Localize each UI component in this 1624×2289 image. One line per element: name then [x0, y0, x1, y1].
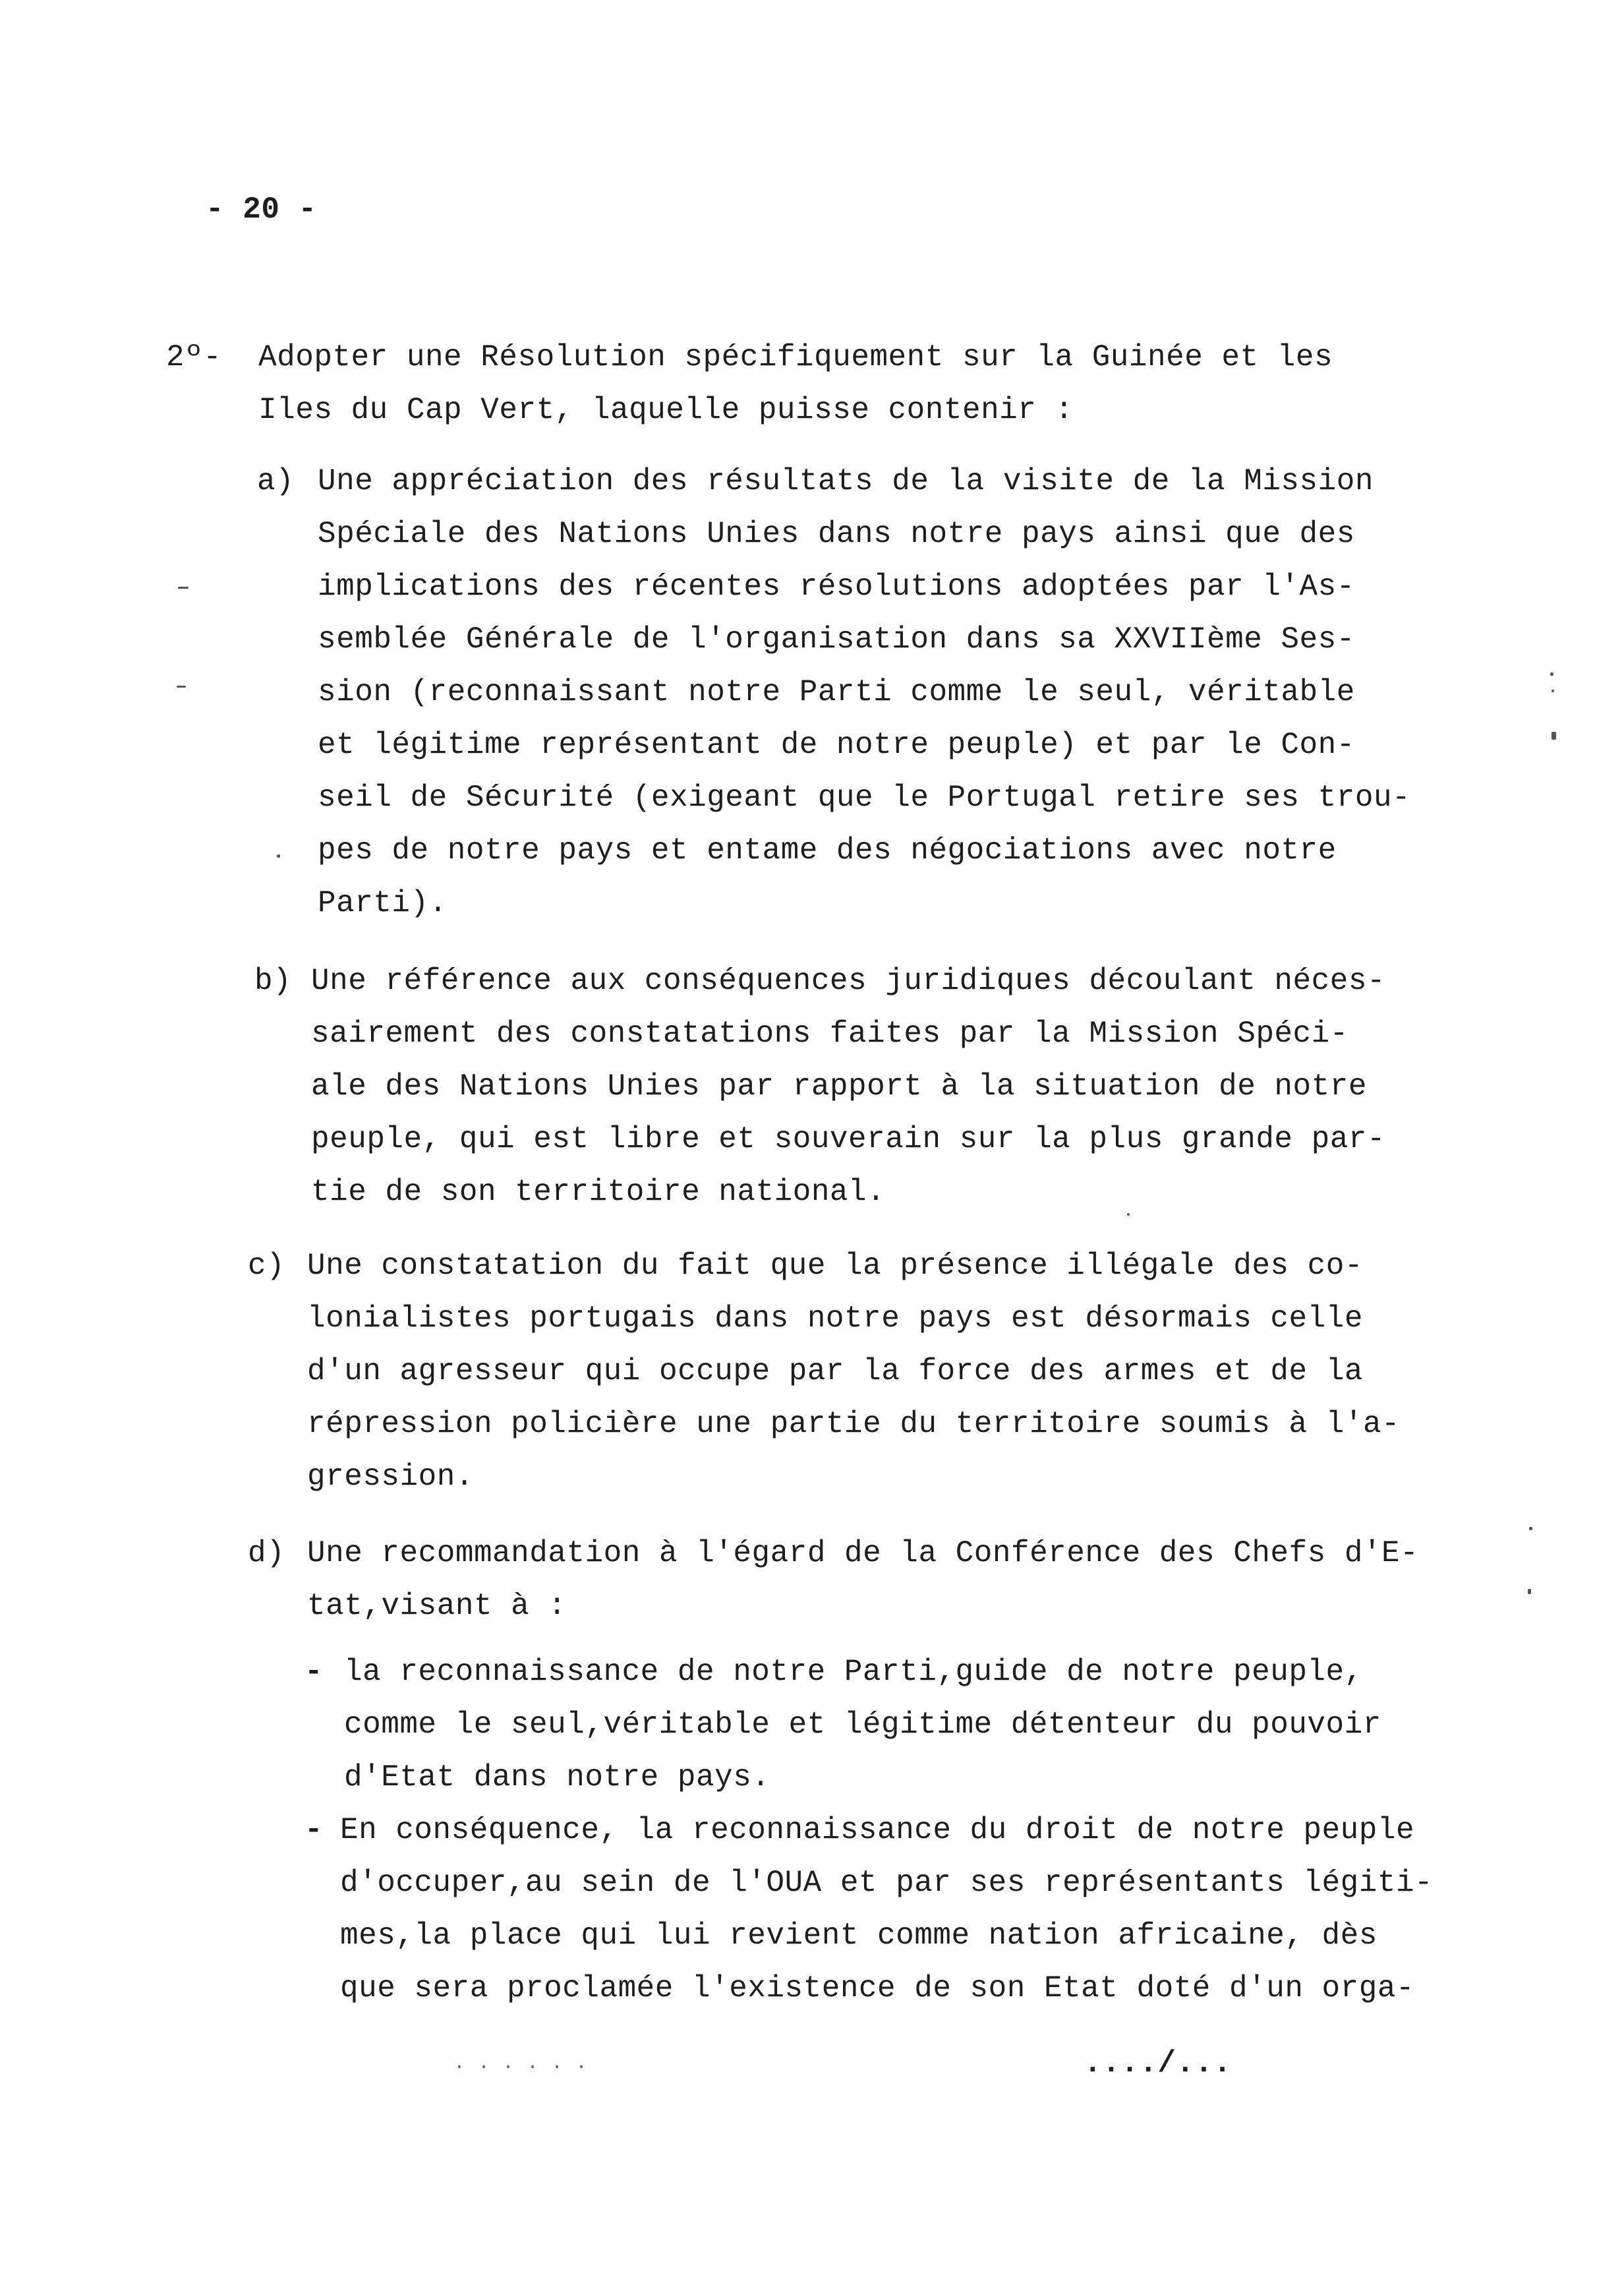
text-line: seil de Sécurité (exigeant que le Portugal retire ses trou- [318, 781, 1411, 815]
text-line: peuple, qui est libre et souverain sur la plus grande par- [311, 1122, 1386, 1156]
text-line: d'un agresseur qui occupe par la force des armes et de la [307, 1354, 1363, 1388]
scan-speck [177, 686, 186, 688]
text-line: ale des Nations Unies par rapport à la situation de notre [311, 1069, 1367, 1104]
item-d-dash-2 [340, 1804, 1433, 2015]
text-line: tat,visant à : [307, 1589, 567, 1623]
text-line: lonialistes portugais dans notre pays est désormais celle [307, 1301, 1363, 1336]
point-2-number: 2º- [166, 340, 222, 374]
text-line: d'occuper,au sein de l'OUA et par ses représentants légiti- [340, 1866, 1434, 1900]
text-line: Parti). [318, 886, 448, 920]
text-line: sion (reconnaissant notre Parti comme le seul, véritable [318, 675, 1355, 709]
dash-marker: - [304, 1655, 324, 1689]
point-2-text [258, 331, 1333, 436]
scan-speck [1529, 1527, 1532, 1530]
footer-dots: . . . . . . [453, 2052, 588, 2075]
text-line: Une appréciation des résultats de la visite de la Mission [318, 464, 1374, 498]
item-a-label: a) [257, 464, 295, 498]
scan-speck [1552, 732, 1556, 740]
text-line: En conséquence, la reconnaissance du droit de notre peuple [340, 1813, 1415, 1847]
text-line: Spéciale des Nations Unies dans notre pays ainsi que des [318, 517, 1355, 551]
text-line: mes,la place qui lui revient comme nation africaine, dès [340, 1918, 1378, 1953]
item-b-label: b) [254, 964, 292, 998]
text-line: Une constatation du fait que la présence illégale des co- [307, 1249, 1363, 1283]
dash-marker: - [304, 1813, 324, 1847]
text-line: sairement des constatations faites par la Mission Spéci- [311, 1017, 1348, 1051]
text-line: pes de notre pays et entame des négociations avec notre [318, 833, 1337, 868]
scan-speck [178, 587, 188, 589]
item-d-dash-1 [344, 1646, 1381, 1804]
text-line: implications des récentes résolutions adoptées par l'As- [318, 570, 1355, 604]
text-line: gression. [307, 1460, 474, 1494]
text-line: Adopter une Résolution spécifiquement sur la Guinée et les [258, 340, 1333, 374]
scan-speck [1552, 690, 1554, 692]
scan-speck [1127, 1213, 1130, 1216]
continuation-mark: ..../... [1084, 2046, 1232, 2081]
item-b-text [311, 955, 1385, 1218]
text-line: comme le seul,véritable et légitime détenteur du pouvoir [344, 1708, 1381, 1742]
scan-speck [277, 854, 280, 858]
scan-speck [1528, 1589, 1531, 1594]
text-line: semblée Générale de l'organisation dans sa XXVIIème Ses- [318, 622, 1355, 657]
item-c-text [307, 1239, 1400, 1503]
text-line: et légitime représentant de notre peuple) et par le Con- [318, 728, 1355, 762]
item-c-label: c) [248, 1249, 285, 1283]
text-line: tie de son territoire national. [311, 1175, 886, 1209]
text-line: Une recommandation à l'égard de la Conférence des Chefs d'E- [307, 1536, 1419, 1570]
text-line: que sera proclamée l'existence de son Etat doté d'un orga- [340, 1971, 1415, 2006]
text-line: la reconnaissance de notre Parti,guide de notre peuple, [344, 1655, 1363, 1689]
item-d-label: d) [248, 1536, 285, 1570]
page-number: - 20 - [206, 193, 317, 227]
text-line: Iles du Cap Vert, laquelle puisse contenir : [258, 393, 1074, 427]
text-line: répression policière une partie du territoire soumis à l'a- [307, 1407, 1401, 1441]
scan-speck [1550, 672, 1553, 676]
item-a-text [318, 455, 1410, 930]
text-line: Une référence aux conséquences juridiques découlant néces- [311, 964, 1386, 998]
item-d-text [307, 1527, 1418, 1632]
text-line: d'Etat dans notre pays. [344, 1760, 770, 1795]
